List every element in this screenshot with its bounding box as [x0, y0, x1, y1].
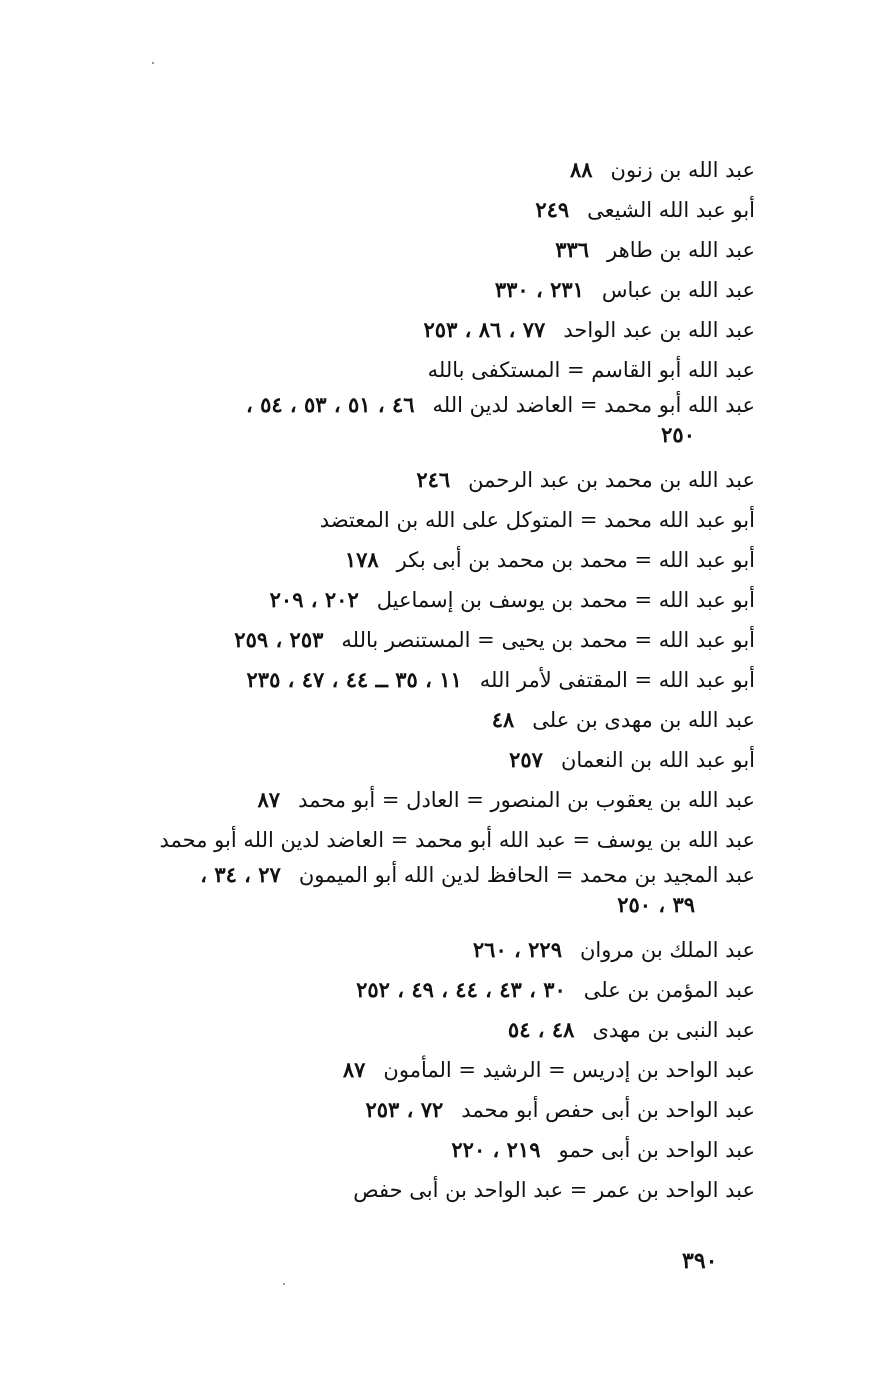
- entry-pages: ٤٨: [491, 707, 515, 732]
- page-number: ٣٩٠: [682, 1248, 718, 1274]
- index-entry: [135, 970, 755, 1010]
- entry-pages: ٣٣٦: [555, 237, 590, 262]
- entry-name: عبد الله بن عباس: [601, 278, 755, 302]
- index-entry: [135, 740, 755, 780]
- scan-speck: [283, 1283, 285, 1285]
- entry-pages: ٤٨ ، ٥٤: [507, 1017, 575, 1042]
- index-entry: [135, 780, 755, 820]
- entry-pages: ٢٤٦: [416, 467, 451, 492]
- entry-name: عبد الله بن يعقوب بن المنصور = العادل = أبو محمد: [298, 788, 755, 812]
- entry-name: أبو عبد الله = محمد بن محمد بن أبى بكر: [396, 548, 755, 572]
- index-entries: [135, 150, 755, 1210]
- index-entry: [135, 620, 755, 660]
- index-entry: [135, 860, 755, 920]
- entry-pages-continued: ٢٥٠: [661, 422, 695, 447]
- entry-name: عبد الله بن طاهر: [607, 238, 755, 262]
- entry-pages-continued: ٣٩ ، ٢٥٠: [617, 892, 695, 917]
- entry-name: عبد الله أبو محمد = العاضد لدين الله: [432, 393, 755, 417]
- entry-pages: ٢٥٧: [509, 747, 543, 772]
- entry-name: عبد الملك بن مروان: [579, 938, 755, 962]
- entry-name: أبو عبد الله = محمد بن يوسف بن إسماعيل: [376, 588, 755, 612]
- index-entry: [135, 500, 755, 540]
- entry-name: أبو عبد الله = المقتفى لأمر الله: [479, 668, 755, 692]
- entry-pages: ٨٧: [257, 787, 281, 812]
- entry-pages: ٢٠٢ ، ٢٠٩: [269, 587, 359, 612]
- entry-name: عبد المؤمن بن على: [583, 978, 755, 1002]
- entry-pages: ١٧٨: [344, 547, 379, 572]
- entry-name: عبد الواحد بن أبى حفص أبو محمد: [461, 1098, 755, 1122]
- entry-pages: ٢٣١ ، ٣٣٠: [494, 277, 584, 302]
- entry-name: عبد الله أبو القاسم = المستكفى بالله: [427, 358, 755, 382]
- scan-speck: [152, 62, 154, 64]
- entry-name: عبد المجيد بن محمد = الحافظ لدين الله أبو الميمون: [298, 863, 755, 887]
- entry-pages: ٢٤٩: [535, 197, 570, 222]
- index-entry: [135, 1090, 755, 1130]
- index-entry: [135, 270, 755, 310]
- entry-pages: ٣٠ ، ٤٣ ، ٤٤ ، ٤٩ ، ٢٥٢: [356, 977, 566, 1002]
- entry-pages: ١١ ، ٣٥ ــ ٤٤ ، ٤٧ ، ٢٣٥: [246, 667, 462, 692]
- index-entry: [135, 350, 755, 390]
- entry-name: عبد الواحد بن عمر = عبد الواحد بن أبى حفص: [353, 1178, 755, 1202]
- entry-name: أبو عبد الله محمد = المتوكل على الله بن المعتضد: [319, 508, 755, 532]
- entry-name: عبد الله بن عبد الواحد: [563, 318, 755, 342]
- entry-pages: ٤٦ ، ٥١ ، ٥٣ ، ٥٤ ،: [245, 392, 415, 417]
- index-entry: [135, 1130, 755, 1170]
- entry-pages: ٧٢ ، ٢٥٣: [365, 1097, 444, 1122]
- entry-pages: ٨٧: [342, 1057, 366, 1082]
- index-entry: [135, 820, 755, 860]
- entry-name: عبد النبى بن مهدى: [592, 1018, 755, 1042]
- entry-pages: ٢٥٣ ، ٢٥٩: [234, 627, 324, 652]
- index-entry: [135, 390, 755, 450]
- entry-name: عبد الله بن زنون: [610, 158, 755, 182]
- index-entry: [135, 1170, 755, 1210]
- index-entry: [135, 540, 755, 580]
- index-entry: [135, 1010, 755, 1050]
- entry-name: عبد الله بن يوسف = عبد الله أبو محمد = العاضد لدين الله أبو محمد: [159, 828, 755, 852]
- entry-name: أبو عبد الله = محمد بن يحيى = المستنصر بالله: [341, 628, 755, 652]
- entry-name: أبو عبد الله الشيعى: [587, 198, 755, 222]
- entry-pages: ٢١٩ ، ٢٢٠: [451, 1137, 541, 1162]
- entry-name: عبد الواحد بن إدريس = الرشيد = المأمون: [383, 1058, 755, 1082]
- entry-pages: ٢٢٩ ، ٢٦٠: [472, 937, 562, 962]
- index-entry: [135, 700, 755, 740]
- index-entry: [135, 460, 755, 500]
- entry-pages: ٨٨: [569, 157, 593, 182]
- index-entry: [135, 660, 755, 700]
- index-entry: [135, 230, 755, 270]
- index-entry: [135, 580, 755, 620]
- entry-name: عبد الله بن مهدى بن على: [532, 708, 755, 732]
- entry-pages: ٢٧ ، ٣٤ ،: [200, 862, 281, 887]
- entry-name: عبد الواحد بن أبى حمو: [558, 1138, 755, 1162]
- entry-name: أبو عبد الله بن النعمان: [560, 748, 755, 772]
- index-entry: [135, 930, 755, 970]
- entry-pages: ٧٧ ، ٨٦ ، ٢٥٣: [423, 317, 546, 342]
- index-entry: [135, 1050, 755, 1090]
- index-entry: [135, 190, 755, 230]
- index-entry: [135, 150, 755, 190]
- index-entry: [135, 310, 755, 350]
- entry-name: عبد الله بن محمد بن عبد الرحمن: [468, 468, 755, 492]
